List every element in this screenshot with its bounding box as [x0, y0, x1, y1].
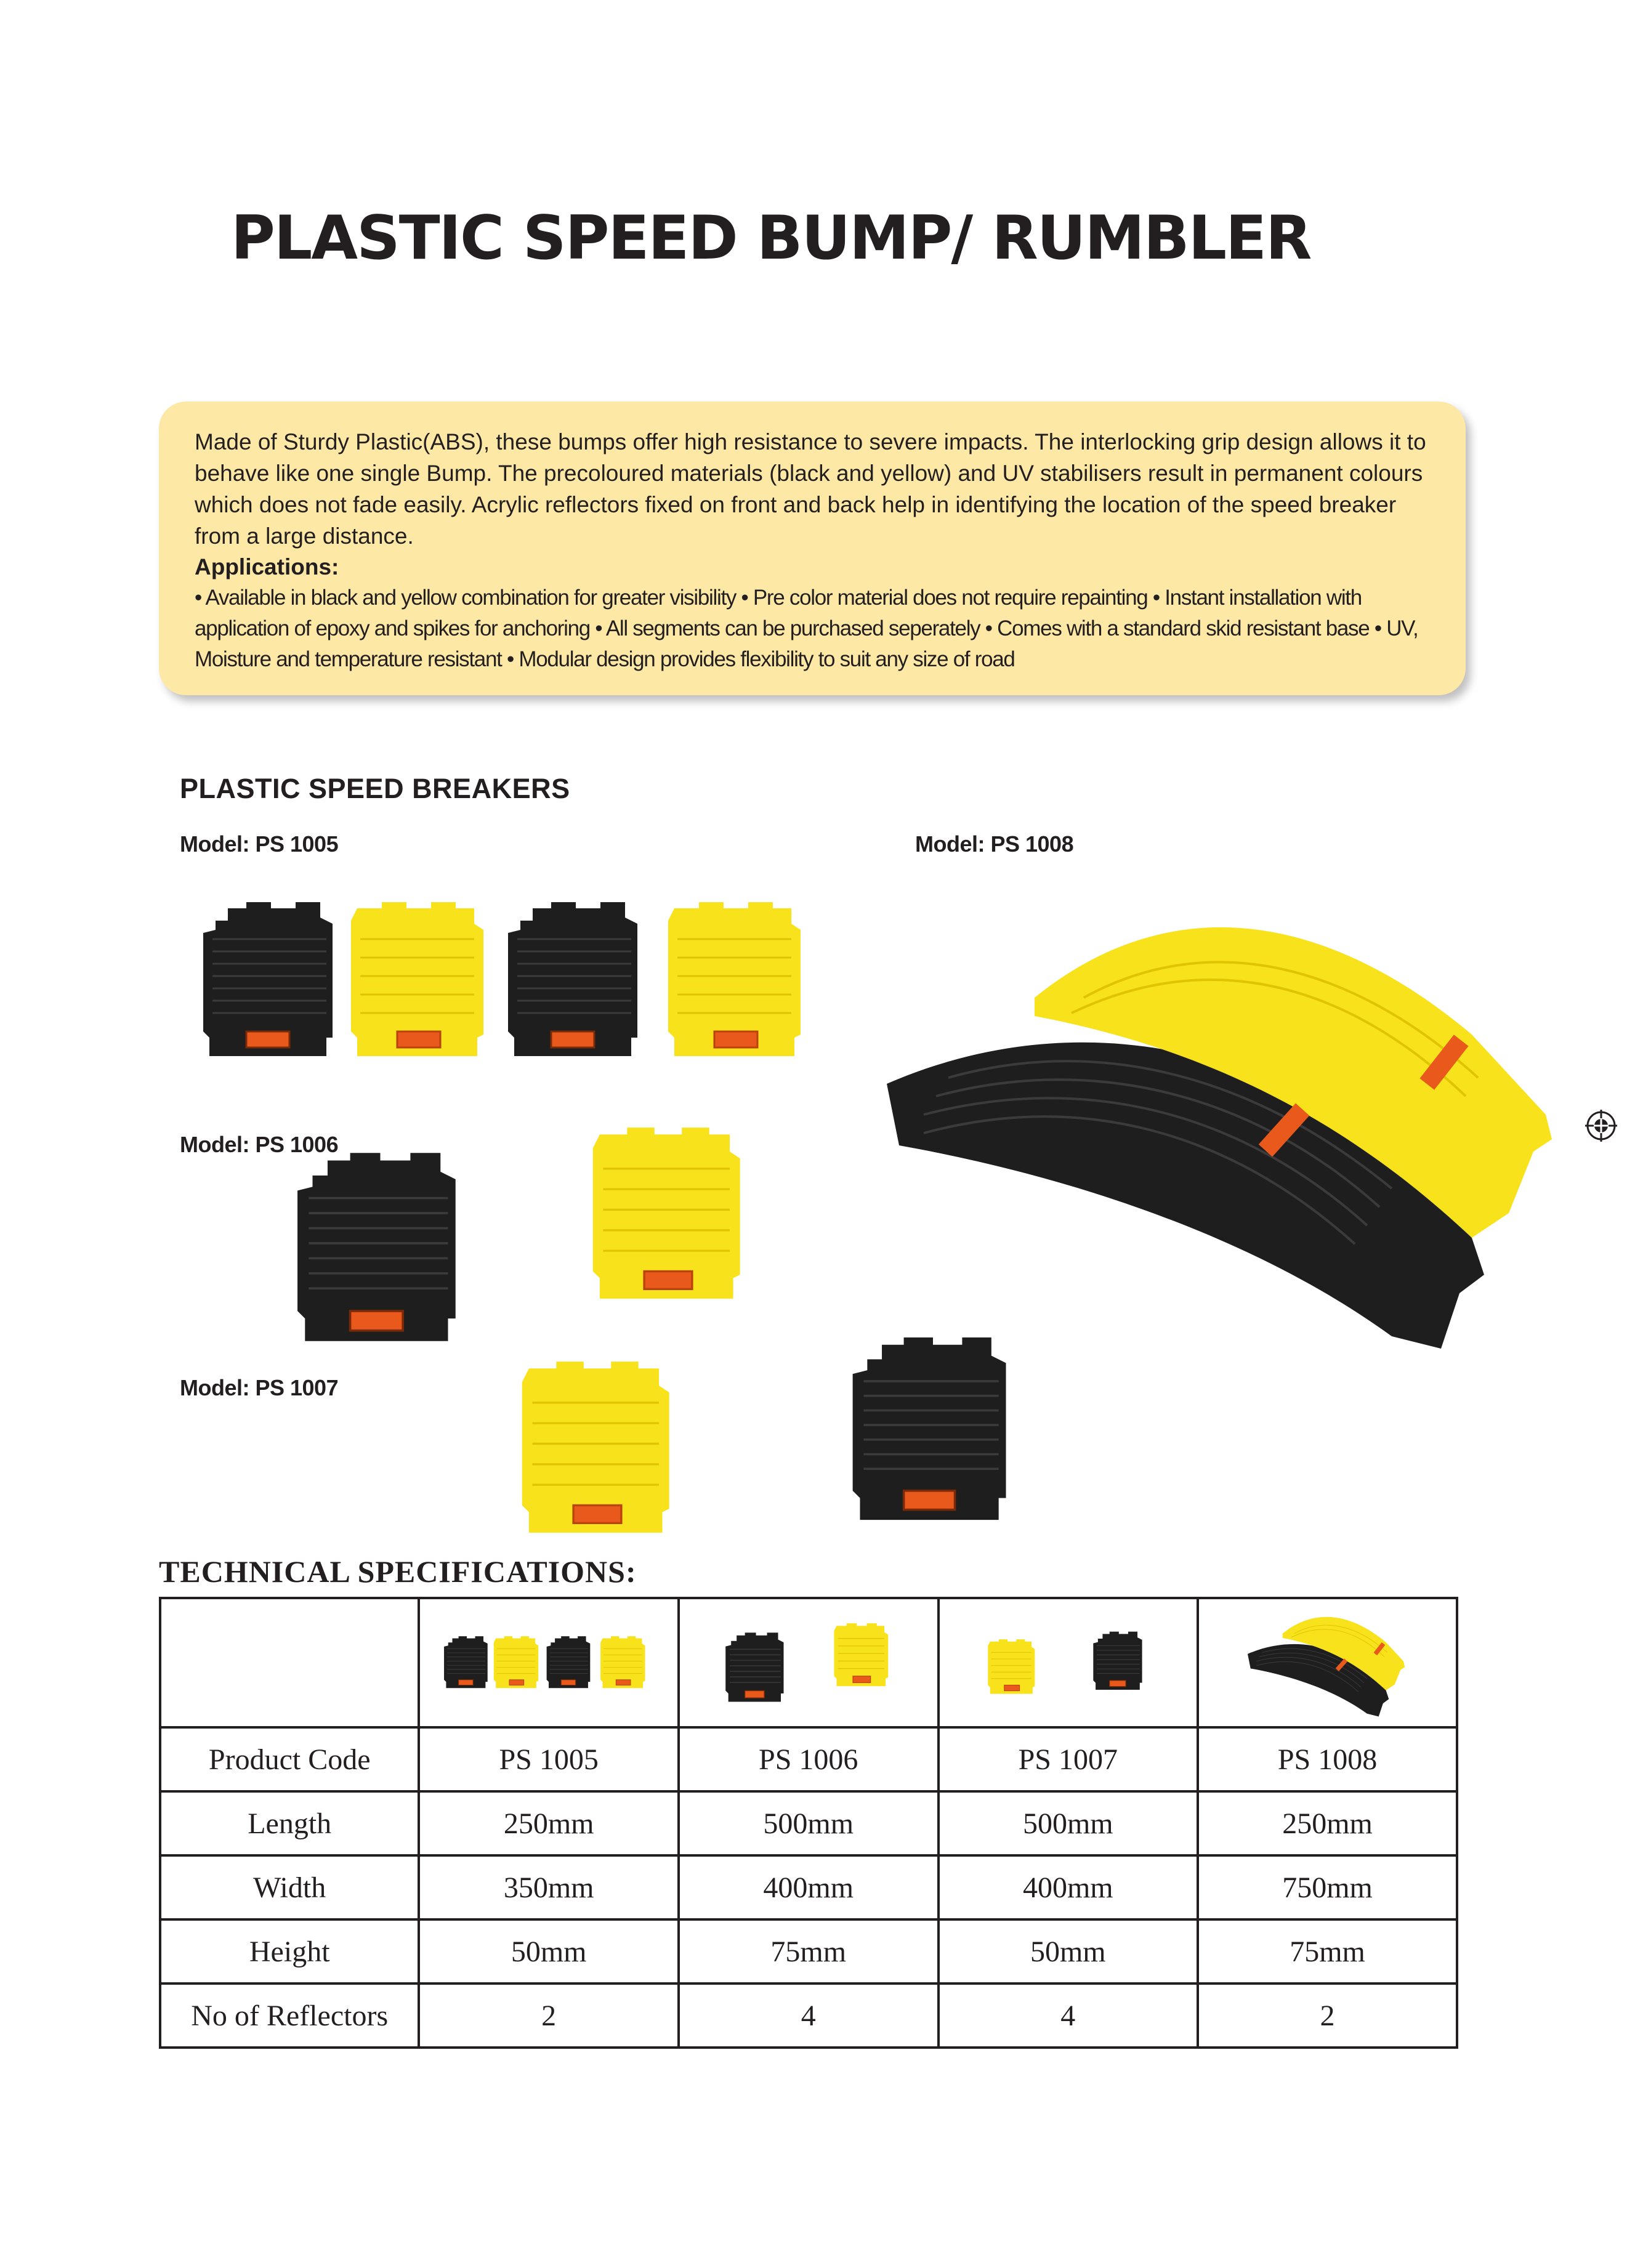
spec-label: Height [160, 1919, 419, 1983]
specs-table [159, 1597, 1458, 2049]
ps1008-photo [887, 893, 1564, 1349]
specs-row [160, 1983, 1457, 2048]
specs-corner-cell [160, 1598, 419, 1727]
spec-value: PS 1005 [419, 1727, 679, 1791]
ps1005-photo [194, 896, 834, 1065]
spec-value: 350mm [419, 1855, 679, 1919]
applications-heading: Applications: [195, 554, 339, 579]
spec-value: 250mm [419, 1791, 679, 1855]
specs-thumb-ps1006 [679, 1598, 939, 1727]
applications-text: • Available in black and yellow combination for greater visibility • Pre color material does not require repainting • Instant installation with application of epoxy and spikes for anchoring • All segments can be purchased seperately • Comes with a standard skid resistant base • UV, Moisture and temperature resistant • Modular design provides flexibility to suit any size of road [195, 586, 1418, 671]
spec-value: PS 1006 [679, 1727, 939, 1791]
spec-value: 2 [1198, 1983, 1457, 2048]
specs-row [160, 1919, 1457, 1983]
spec-value: 250mm [1198, 1791, 1457, 1855]
specs-thumb-ps1007 [939, 1598, 1198, 1727]
model-label-ps1006: Model: PS 1006 [180, 1132, 339, 1157]
specs-thumb-ps1005 [419, 1598, 679, 1727]
spec-value: PS 1008 [1198, 1727, 1457, 1791]
spec-label: Length [160, 1791, 419, 1855]
specs-heading: TECHNICAL SPECIFICATIONS: [159, 1554, 637, 1589]
spec-value: 4 [939, 1983, 1198, 2048]
page-title: PLASTIC SPEED BUMP/ RUMBLER [231, 203, 1311, 273]
ps1006-photo [222, 1121, 825, 1349]
spec-label: Width [160, 1855, 419, 1919]
description-box [159, 402, 1466, 695]
spec-value: 500mm [939, 1791, 1198, 1855]
specs-row [160, 1791, 1457, 1855]
spec-value: 400mm [939, 1855, 1198, 1919]
specs-row [160, 1727, 1457, 1791]
spec-value: 4 [679, 1983, 939, 2048]
spec-value: 500mm [679, 1791, 939, 1855]
spec-value: 400mm [679, 1855, 939, 1919]
spec-label: No of Reflectors [160, 1983, 419, 2048]
registration-mark-icon [1584, 1108, 1618, 1143]
model-label-ps1008: Model: PS 1008 [915, 831, 1074, 857]
spec-value: 75mm [679, 1919, 939, 1983]
specs-thumb-ps1008 [1198, 1598, 1457, 1727]
model-label-ps1007: Model: PS 1007 [180, 1375, 339, 1400]
specs-row [160, 1855, 1457, 1919]
spec-value: 50mm [419, 1919, 679, 1983]
spec-value: 2 [419, 1983, 679, 2048]
spec-label: Product Code [160, 1727, 419, 1791]
product-description: Made of Sturdy Plastic(ABS), these bumps offer high resistance to severe impacts. The interlocking grip design allows it to behave like one single Bump. The precoloured materials (black and yellow) and UV stabilisers result in permanent colours which does not fade easily. Acrylic reflectors fixed on front and back help in identifying the location of the speed breaker from a large distance. [195, 429, 1426, 549]
model-label-ps1005: Model: PS 1005 [180, 831, 339, 857]
spec-value: PS 1007 [939, 1727, 1198, 1791]
ps1007-photo [425, 1330, 1121, 1540]
spec-value: 50mm [939, 1919, 1198, 1983]
specs-image-row [160, 1598, 1457, 1727]
spec-value: 75mm [1198, 1919, 1457, 1983]
gallery-heading: PLASTIC SPEED BREAKERS [180, 773, 570, 804]
spec-value: 750mm [1198, 1855, 1457, 1919]
